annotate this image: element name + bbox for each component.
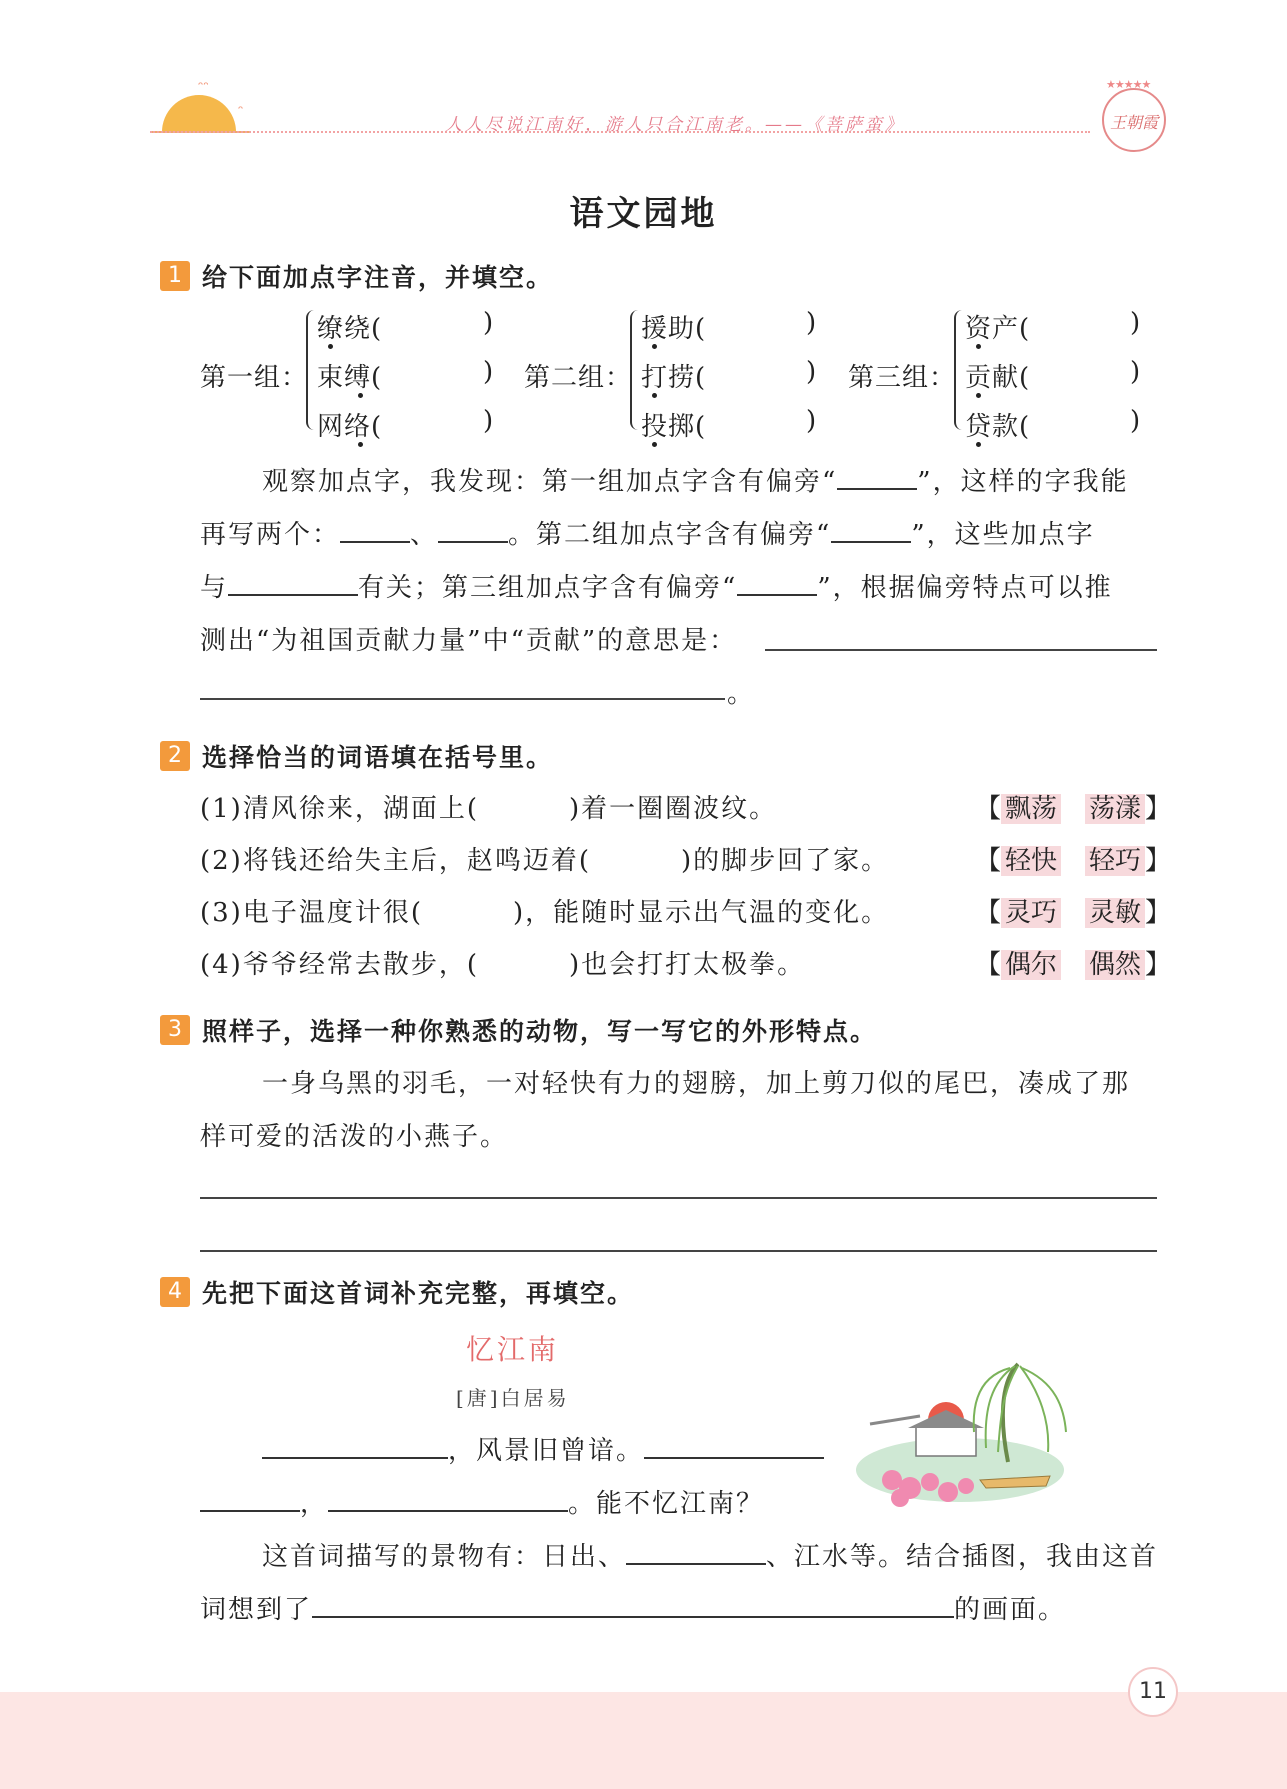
fill-blank[interactable] <box>228 572 358 596</box>
text-segment: ”，这些加点字 <box>911 520 1095 550</box>
example-line: 一身乌黑的羽毛，一对轻快有力的翅膀，加上剪刀似的尾巴，凑成了那 <box>262 1069 1131 1099</box>
text-segment: ”，这样的字我能 <box>917 467 1129 497</box>
text-segment: )也会打打太极拳。 <box>568 950 806 980</box>
poem-author: [唐]白居易 <box>456 1386 570 1410</box>
word-options <box>975 944 1171 981</box>
fill-blank[interactable] <box>644 1435 824 1459</box>
close-paren: ) <box>806 308 818 338</box>
text-segment: ”，根据偏旁特点可以推 <box>817 573 1113 603</box>
word-item: 援助( <box>641 314 707 344</box>
fill-blank[interactable] <box>737 572 817 596</box>
close-paren: ) <box>483 357 495 387</box>
answer-line[interactable] <box>200 1250 1157 1252</box>
text-segment: 有关；第三组加点字含有偏旁“ <box>358 573 738 603</box>
paragraph-line <box>262 1536 1158 1573</box>
header-motto: 人人尽说江南好，游人只合江南老。——《菩萨蛮》 <box>445 115 905 135</box>
poem-line <box>200 1483 764 1520</box>
bracket: 】 <box>1145 794 1172 824</box>
text-segment: (4)爷爷经常去散步，( <box>200 950 479 980</box>
option-word[interactable]: 轻巧 <box>1085 846 1145 876</box>
word-options <box>975 840 1171 877</box>
question-number: 4 <box>160 1277 190 1307</box>
text-segment: ，风景旧曾谙。 <box>448 1436 645 1466</box>
group-label: 第二组： <box>524 363 633 393</box>
paragraph-line <box>200 567 1113 604</box>
fill-blank[interactable] <box>626 1541 766 1565</box>
text-segment: 再写两个： <box>200 520 341 550</box>
bird-icon: ᵔ <box>238 104 244 119</box>
word-item: 网络( <box>317 412 383 442</box>
group-label: 第一组： <box>200 363 309 393</box>
close-paren: ) <box>1130 357 1142 387</box>
emphasis-dot <box>358 442 363 447</box>
bracket: 【 <box>975 794 1002 824</box>
bridge-icon <box>870 1416 920 1424</box>
question-prompt: 照样子，选择一种你熟悉的动物，写一写它的外形特点。 <box>202 1017 878 1046</box>
option-word[interactable]: 轻快 <box>1001 846 1061 876</box>
text-segment: 测出“为祖国贡献力量”中“贡献”的意思是： <box>200 626 738 656</box>
option-word[interactable]: 荡漾 <box>1085 794 1145 824</box>
text-segment: 、 <box>410 520 439 550</box>
roof-icon <box>908 1410 984 1428</box>
paragraph-line <box>200 1589 1066 1626</box>
question-number: 1 <box>160 261 190 291</box>
fill-blank[interactable] <box>831 519 911 543</box>
period: 。 <box>727 679 756 709</box>
emphasis-dot <box>976 393 981 398</box>
sentence-item <box>200 788 777 825</box>
emphasis-dot <box>652 344 657 349</box>
text-segment: 观察加点字，我发现：第一组加点字含有偏旁“ <box>262 467 838 497</box>
text-segment: 、江水等。结合插图，我由这首 <box>766 1542 1159 1572</box>
close-paren: ) <box>806 406 818 436</box>
fill-blank[interactable] <box>200 1488 300 1512</box>
option-word[interactable]: 灵敏 <box>1085 898 1145 928</box>
option-word[interactable]: 偶尔 <box>1001 950 1061 980</box>
close-paren: ) <box>1130 308 1142 338</box>
bracket: 】 <box>1145 898 1172 928</box>
option-word[interactable]: 灵巧 <box>1001 898 1061 928</box>
fill-blank[interactable] <box>312 1594 954 1618</box>
question-prompt: 给下面加点字注音，并填空。 <box>202 263 554 292</box>
question-prompt: 选择恰当的词语填在括号里。 <box>202 743 554 772</box>
question-prompt: 先把下面这首词补充完整，再填空。 <box>202 1279 635 1308</box>
option-word[interactable]: 飘荡 <box>1001 794 1061 824</box>
paragraph-line <box>262 461 1129 498</box>
word-item: 资产( <box>965 314 1031 344</box>
fill-blank[interactable] <box>837 466 917 490</box>
answer-line[interactable] <box>765 649 1157 651</box>
word-item: 贷款( <box>965 412 1031 442</box>
text-segment: 。能不忆江南？ <box>568 1489 765 1519</box>
text-segment: )着一圈圈波纹。 <box>568 794 778 824</box>
option-word[interactable]: 偶然 <box>1085 950 1145 980</box>
text-segment: 这首词描写的景物有：日出、 <box>262 1542 627 1572</box>
fill-blank[interactable] <box>340 519 410 543</box>
text-segment: 。第二组加点字含有偏旁“ <box>508 520 832 550</box>
emphasis-dot <box>358 393 363 398</box>
word-options <box>975 788 1171 825</box>
fill-blank[interactable] <box>438 519 508 543</box>
group-label: 第三组： <box>848 363 957 393</box>
page-title: 语文园地 <box>569 194 718 234</box>
willow-branches <box>974 1366 1066 1452</box>
word-item: 打捞( <box>641 363 707 393</box>
text-segment: ， <box>300 1489 329 1519</box>
answer-line[interactable] <box>200 698 725 700</box>
bracket: 】 <box>1145 950 1172 980</box>
close-paren: ) <box>483 308 495 338</box>
text-segment: 的画面。 <box>954 1595 1067 1625</box>
question-3-heading <box>160 1012 877 1048</box>
example-line: 样可爱的活泼的小燕子。 <box>200 1122 509 1152</box>
paragraph-line <box>200 514 1095 551</box>
emphasis-dot <box>652 393 657 398</box>
bird-icon: ᵔᵔ <box>198 80 209 95</box>
question-2-heading <box>160 738 553 774</box>
text-segment: (1)清风徐来，湖面上( <box>200 794 479 824</box>
emphasis-dot <box>976 344 981 349</box>
bracket: 【 <box>975 950 1002 980</box>
answer-line[interactable] <box>200 1197 1157 1199</box>
close-paren: ) <box>1130 406 1142 436</box>
footer-band <box>0 1692 1287 1789</box>
word-item: 缭绕( <box>317 314 383 344</box>
sentence-item <box>200 892 889 929</box>
poem-title: 忆江南 <box>466 1333 560 1366</box>
page-number: 11 <box>1128 1667 1178 1717</box>
stars-icon: ★★★★★ <box>1106 78 1151 91</box>
question-number: 3 <box>160 1015 190 1045</box>
close-paren: ) <box>806 357 818 387</box>
text-segment: 与 <box>200 573 229 603</box>
sunset-icon <box>162 95 236 132</box>
text-segment: )，能随时显示出气温的变化。 <box>512 898 890 928</box>
seal-text: 王朝霞 <box>1110 113 1159 132</box>
emphasis-dot <box>976 442 981 447</box>
word-item: 束缚( <box>317 363 383 393</box>
seal-logo <box>1098 78 1170 158</box>
text-segment: )的脚步回了家。 <box>680 846 890 876</box>
emphasis-dot <box>652 442 657 447</box>
word-item: 投掷( <box>641 412 707 442</box>
question-4-heading <box>160 1274 634 1310</box>
question-1-heading <box>160 258 553 294</box>
text-segment: 词想到了 <box>200 1595 313 1625</box>
bracket: 【 <box>975 898 1002 928</box>
paragraph-line <box>200 620 737 657</box>
word-options <box>975 892 1171 929</box>
bracket: 】 <box>1145 846 1172 876</box>
house-icon <box>916 1426 976 1456</box>
sentence-item <box>200 840 889 877</box>
word-item: 贡献( <box>965 363 1031 393</box>
text-segment: (3)电子温度计很( <box>200 898 423 928</box>
jiangnan-illustration <box>850 1352 1080 1512</box>
emphasis-dot <box>328 344 333 349</box>
question-number: 2 <box>160 741 190 771</box>
sentence-item <box>200 944 805 981</box>
page-header <box>0 0 1287 150</box>
poem-line <box>262 1430 824 1467</box>
close-paren: ) <box>483 406 495 436</box>
text-segment: (2)将钱还给失主后，赵鸣迈着( <box>200 846 591 876</box>
fill-blank[interactable] <box>328 1488 568 1512</box>
bracket: 【 <box>975 846 1002 876</box>
fill-blank[interactable] <box>262 1435 448 1459</box>
